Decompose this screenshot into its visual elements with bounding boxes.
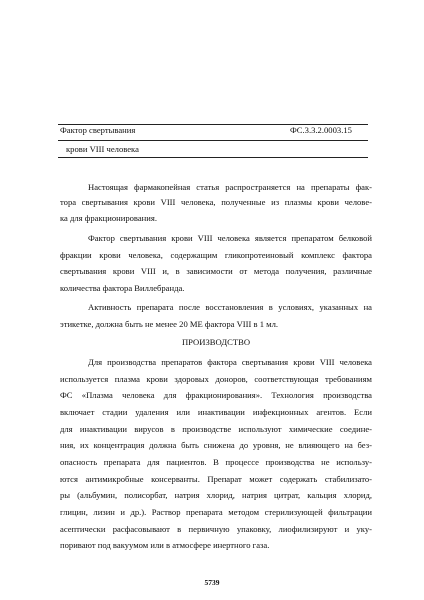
body-line: количества фактора Виллебранда. <box>60 283 185 293</box>
body-line: включает стадии удаления или инактивации инфекционных агентов. Если <box>60 407 372 417</box>
header-title-line2: крови VIII человека <box>66 144 139 154</box>
body-line: Активность препарата после восстановления в условиях, указанных на <box>88 302 372 312</box>
body-line: поривают под вакуумом или в атмосфере инертного газа. <box>60 540 270 550</box>
body-line: свертывания крови VIII и, в зависимости от метода получения, различные <box>60 266 372 276</box>
body-line: фракции крови человека, содержащим гликопротеиновый комплекс фактора <box>60 250 372 260</box>
section-heading: ПРОИЗВОДСТВО <box>181 337 251 347</box>
body-line: Настоящая фармакопейная статья распространяется на препараты фак- <box>88 182 372 192</box>
body-line: ка для фракционирования. <box>60 213 157 223</box>
body-line: ются антимикробные консерванты. Препарат может содержать стабилизато- <box>60 474 372 484</box>
body-line: глицин, лизин и др.). Раствор препарата методом стерилизующей фильтрации <box>60 507 372 517</box>
body-line: опасность препарата для пациентов. В процессе производства не использу- <box>60 457 372 467</box>
body-line: Фактор свертывания крови VIII человека является препаратом белковой <box>88 233 372 243</box>
body-line: тора свертывания крови VIII человека, полученные из плазмы крови челове- <box>60 197 372 207</box>
body-line: Для производства препаратов фактора свертывания крови VIII человека <box>88 357 372 367</box>
body-line: асептически расфасовывают в первичную упаковку, лиофилизируют и уку- <box>60 524 372 534</box>
body-line: ния, их концентрация должна быть снижена до уровня, не влияющего на без- <box>60 440 372 450</box>
header-rule-bottom <box>58 157 368 158</box>
body-line: ФС «Плазма человека для фракционирования». Технология производства <box>60 390 372 400</box>
body-line: используется плазма крови здоровых доноров, соответствующая требованиям <box>60 374 372 384</box>
body-line: для инактивации вирусов в производстве используют химические соедине- <box>60 424 372 434</box>
header-code: ФС.3.3.2.0003.15 <box>290 125 352 135</box>
body-line: этикетке, должна быть не менее 20 МЕ фактора VIII в 1 мл. <box>60 319 279 329</box>
page-number: 5739 <box>204 578 220 587</box>
header-rule-middle <box>58 140 368 141</box>
body-line: ры (альбумин, полисорбат, натрия хлорид, натрия цитрат, кальция хлорид, <box>60 490 372 500</box>
header-title-line1: Фактор свертывания <box>60 125 136 135</box>
